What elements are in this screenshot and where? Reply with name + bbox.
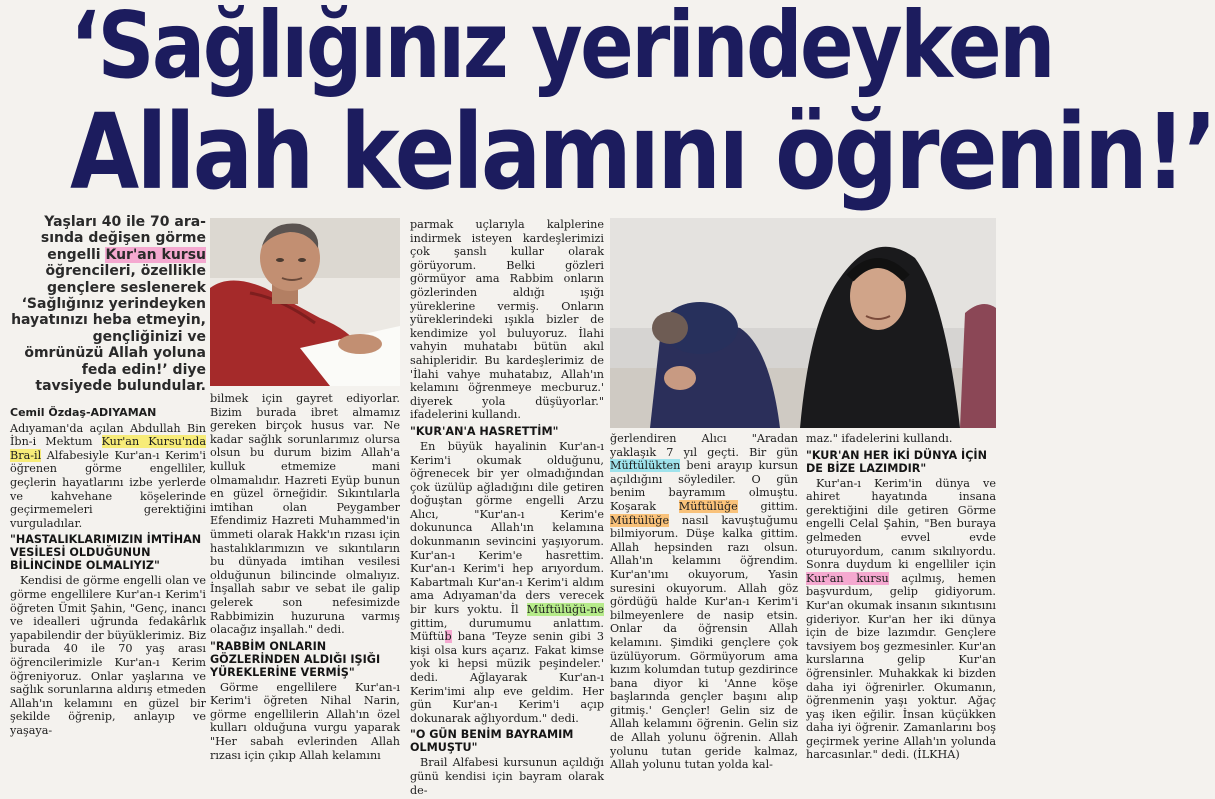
paragraph: Görme engellilere Kur'an-ı Kerim'i öğreten Nihal Narin, görme engellilerin Allah'ın özel kulları olduğuna vurgu yaparak "Her sabah evlerinden Allah rızası için çıkıp Allah kelamını: [210, 680, 400, 762]
text: gittim.: [737, 499, 799, 513]
byline: Cemil Özdaş-ADIYAMAN: [10, 406, 157, 419]
paragraph: Brail Alfabesi kursunun açıldığı günü kendisi için bayram olarak de-: [410, 756, 604, 797]
subheading: "O GÜN BENİM BAYRAMIM OLMUŞTU": [410, 728, 574, 755]
article-column-3: [410, 218, 604, 799]
highlight-kuran-kursu: Kur'an kursu: [806, 571, 889, 585]
highlight-mark: b: [444, 630, 452, 644]
subheading: "KUR'AN'A HASRETTİM": [410, 424, 559, 438]
headline-line-2: Allah kelamını öğrenin!’: [70, 91, 1215, 213]
text: bana 'Teyze senin gibi 3 kişi olsa kurs açarız. Fakat kimse yok ki hepsi müzik peşindeler.' dedi. Ağlayarak Kur'an-ı Kerim'imi alıp eve geldim. Her gün Kur'an-ı Kerim'i açıp dokunarak ağlıyordum." dedi.: [410, 630, 604, 725]
lead-summary: [10, 214, 206, 394]
paragraph: maz." ifadelerini kullandı.: [806, 432, 953, 445]
article-column-4: [610, 432, 798, 774]
headline-line-1: ‘Sağlığınız yerindeyken: [70, 0, 1053, 99]
text: açılmış, hemen başvurdum, gelip gidiyorum. Kur'an okumak insanın sıkıntısını gideriyor. Kur'an her iki dünya için de bize lazımdır. Gençlere tavsiyem boş gezmesinler. Kur'an kurslarına gelip Kur'an öğrensinler. Muhakkak ki bizden daha iyi öğrenirler. Okumanın, öğrenmenin yaşı yoktur. Ağaç yaş iken eğilir. İnsan küçükken daha iyi öğrenir. Zamanlarını boş geçirmek yerine Allah'ın yolunda harcasınlar." dedi. (İLKHA): [806, 571, 997, 762]
text: nasıl kavuştuğumu bilmiyorum. Düşe kalka gittim. Allah hepsinden razı olsun. Allah'ın kelamını öğrendim. Kur'an'ımı okuyorum, Yasin suresini okuyorum. Allah göz gördüğü halde Kur'an-ı Kerim'i bilmeyenlere de nasip etsin. Onlar da öğrensin Allah kelamını. Şimdiki gençlere çok üzülüyorum. Görmüyorum ama kızım kolumdan tutup gezdirince bana diyor ki 'Anne köşe başlarında gençler başını alıp gitmiş.' Gençler! Gelin siz de Allah kelamını öğrenin. Gelin siz de Allah yolunu öğrenin. Allah yolunu tutan geride kalmaz, Allah yolunu tutan yolda kal-: [610, 513, 798, 772]
paragraph: [610, 432, 798, 772]
lead-text-1: Yaşları 40 ile 70 ara-sında değişen görme engelli: [40, 214, 206, 263]
highlight-muftuluk: Müftülüğe: [678, 499, 738, 513]
text: En büyük hayalinin Kur'an-ı Kerim'i okumak olduğunu, öğrenecek bir yer olmadığından çok üzülüp ağladığını dile getiren doğuştan görme engelli Arzu Alıcı, "Kur'an-ı Kerim'e dokununca Allah'ın kelamına dokunmanın sevincini yaşıyorum. Kur'an-ı Kerim'e hasrettim. Kur'an-ı Kerim'i hep arıyordum. Kabartmalı Kur'an-ı Kerim'i aldım ama Adıyaman'da ders verecek bir kurs yoktu. İl: [410, 439, 604, 617]
subheading: "RABBİM ONLARIN GÖZLERİNDEN ALDIĞI IŞIĞI YÜREKLERİNE VERMİŞ": [210, 639, 381, 679]
photo-women-illustration: [610, 218, 996, 428]
highlight-muftuluk: Müftülüğü-ne: [526, 603, 604, 617]
article-column-5: [806, 432, 996, 764]
lead-highlight-kuran-kursu: Kur'an kursu: [105, 246, 206, 263]
paragraph: parmak uçlarıyla kalplerine indirmek isteyen kardeşlerimizi çok şanslı kullar olarak görüyorum. Belki gözleri görmüyor ama Rabbim onların gözlerinden aldığı ışığı yüreklerine vermiş. Onların yüreklerindeki ışıkla bizler de kendimize yol buluyoruz. İlahi vahyin muhatabı bütün akıl sahipleridir. Bu kardeşlerimiz de 'İlahi vahye muhatabız, Allah'ın kelamını öğrenmeye mecburuz.' diyerek yola düşüyorlar." ifadelerini kullandı.: [410, 218, 604, 422]
photo-man-illustration: [210, 218, 400, 386]
paragraph: [410, 440, 604, 725]
text: ğerlendiren Alıcı "Aradan yaklaşık 7 yıl geçti. Bir gün: [610, 432, 798, 459]
paragraph: [806, 477, 996, 762]
article-column-1: [10, 406, 206, 739]
lead-text-2: öğrencileri, özellikle gençlere seslenerek ‘Sağlığınız yerindeyken hayatınızı heba etmeyin, gençliğinizi ve ömrünüzü Allah yoluna feda edin!’ diye tavsiyede bulundular.: [11, 263, 206, 395]
text: Alfabesiyle Kur'an-ı Kerim'i öğrenen görme engelliler, geçlerin hayatlarını izbe yerlerde ve kahvehane köşelerinde geçirmemeleri gerektiğini vurguladılar.: [10, 448, 206, 530]
highlight-muftuluk: Müftülüğe: [610, 513, 670, 527]
text: beni arayıp kursun açıldığını söylediler. O gün benim bayramım olmuştu. Koşarak: [610, 459, 798, 513]
paragraph: bilmek için gayret ediyorlar. Bizim burada ibret almamız gereken birçok husus var. Ne kadar sağlık sorunlarımız olursa olsun bu durum bizim Allah'a kulluk etmemize mani olmamalıdır. Hazreti Eyüp bunun en güzel örneğidir. Sıkıntılarla imtihan olan Peygamber Efendimiz Hazreti Muhammed'in ümmeti olarak Hakk'ın rızası için hastalıklarımızın ve sıkıntıların bu dünyada imtihan vesilesi olduğunun bilincinde olmalıyız. İnşallah sabır ve sebat ile galip gelerek son nefesimizde Rabbimizin huzuruna varmış olacağız inşallah." dedi.: [210, 392, 400, 637]
paragraph: [10, 422, 206, 531]
subheading: "KUR'AN HER İKİ DÜNYA İÇİN DE BİZE LAZIMDIR": [806, 448, 987, 475]
text: Kur'an-ı Kerim'in dünya ve ahiret hayatında insana gerektiğini dile getiren Görme engelli Celal Şahin, "Ben buraya gelmeden evvel evde oturuyordum, canım sıkılıyordu. Sonra duydum ki engelliler için: [806, 476, 996, 572]
highlight-muftuluk: Müftülükten: [610, 459, 681, 473]
article-column-2: [210, 392, 400, 764]
photo-women-studying: [610, 218, 996, 428]
text: Adıyaman'da açılan Abdullah Bin İbn-i Mektum: [10, 421, 206, 449]
subheading: "HASTALIKLARIMIZIN İMTİHAN VESİLESİ OLDUĞUNUN BİLİNCİNDE OLMALIYIZ": [10, 533, 202, 573]
text: gittim, durumumu anlattım. Müftü: [410, 616, 604, 644]
paragraph: Kendisi de görme engelli olan ve görme engellilere Kur'an-ı Kerim'i öğreten Ümit Şahin, "Genç, inancı ve idealleri uğrunda fedakârlık yapabilendir der büyüklerimiz. Biz burada 40 ile 70 yaş arası öğrencilerimizle Kur'an-ı Kerim öğreniyoruz. Onlar yaşlarına ve sağlık sorunlarına aldırış etmeden Allah'ın kelamını en güzel bir şekilde öğrenip, anlayıp ve yaşaya-: [10, 574, 206, 737]
highlight-kuran-kursu: Kur'an Kursu'nda Bra-il: [10, 435, 206, 462]
photo-man-reading-braille: [210, 218, 400, 386]
